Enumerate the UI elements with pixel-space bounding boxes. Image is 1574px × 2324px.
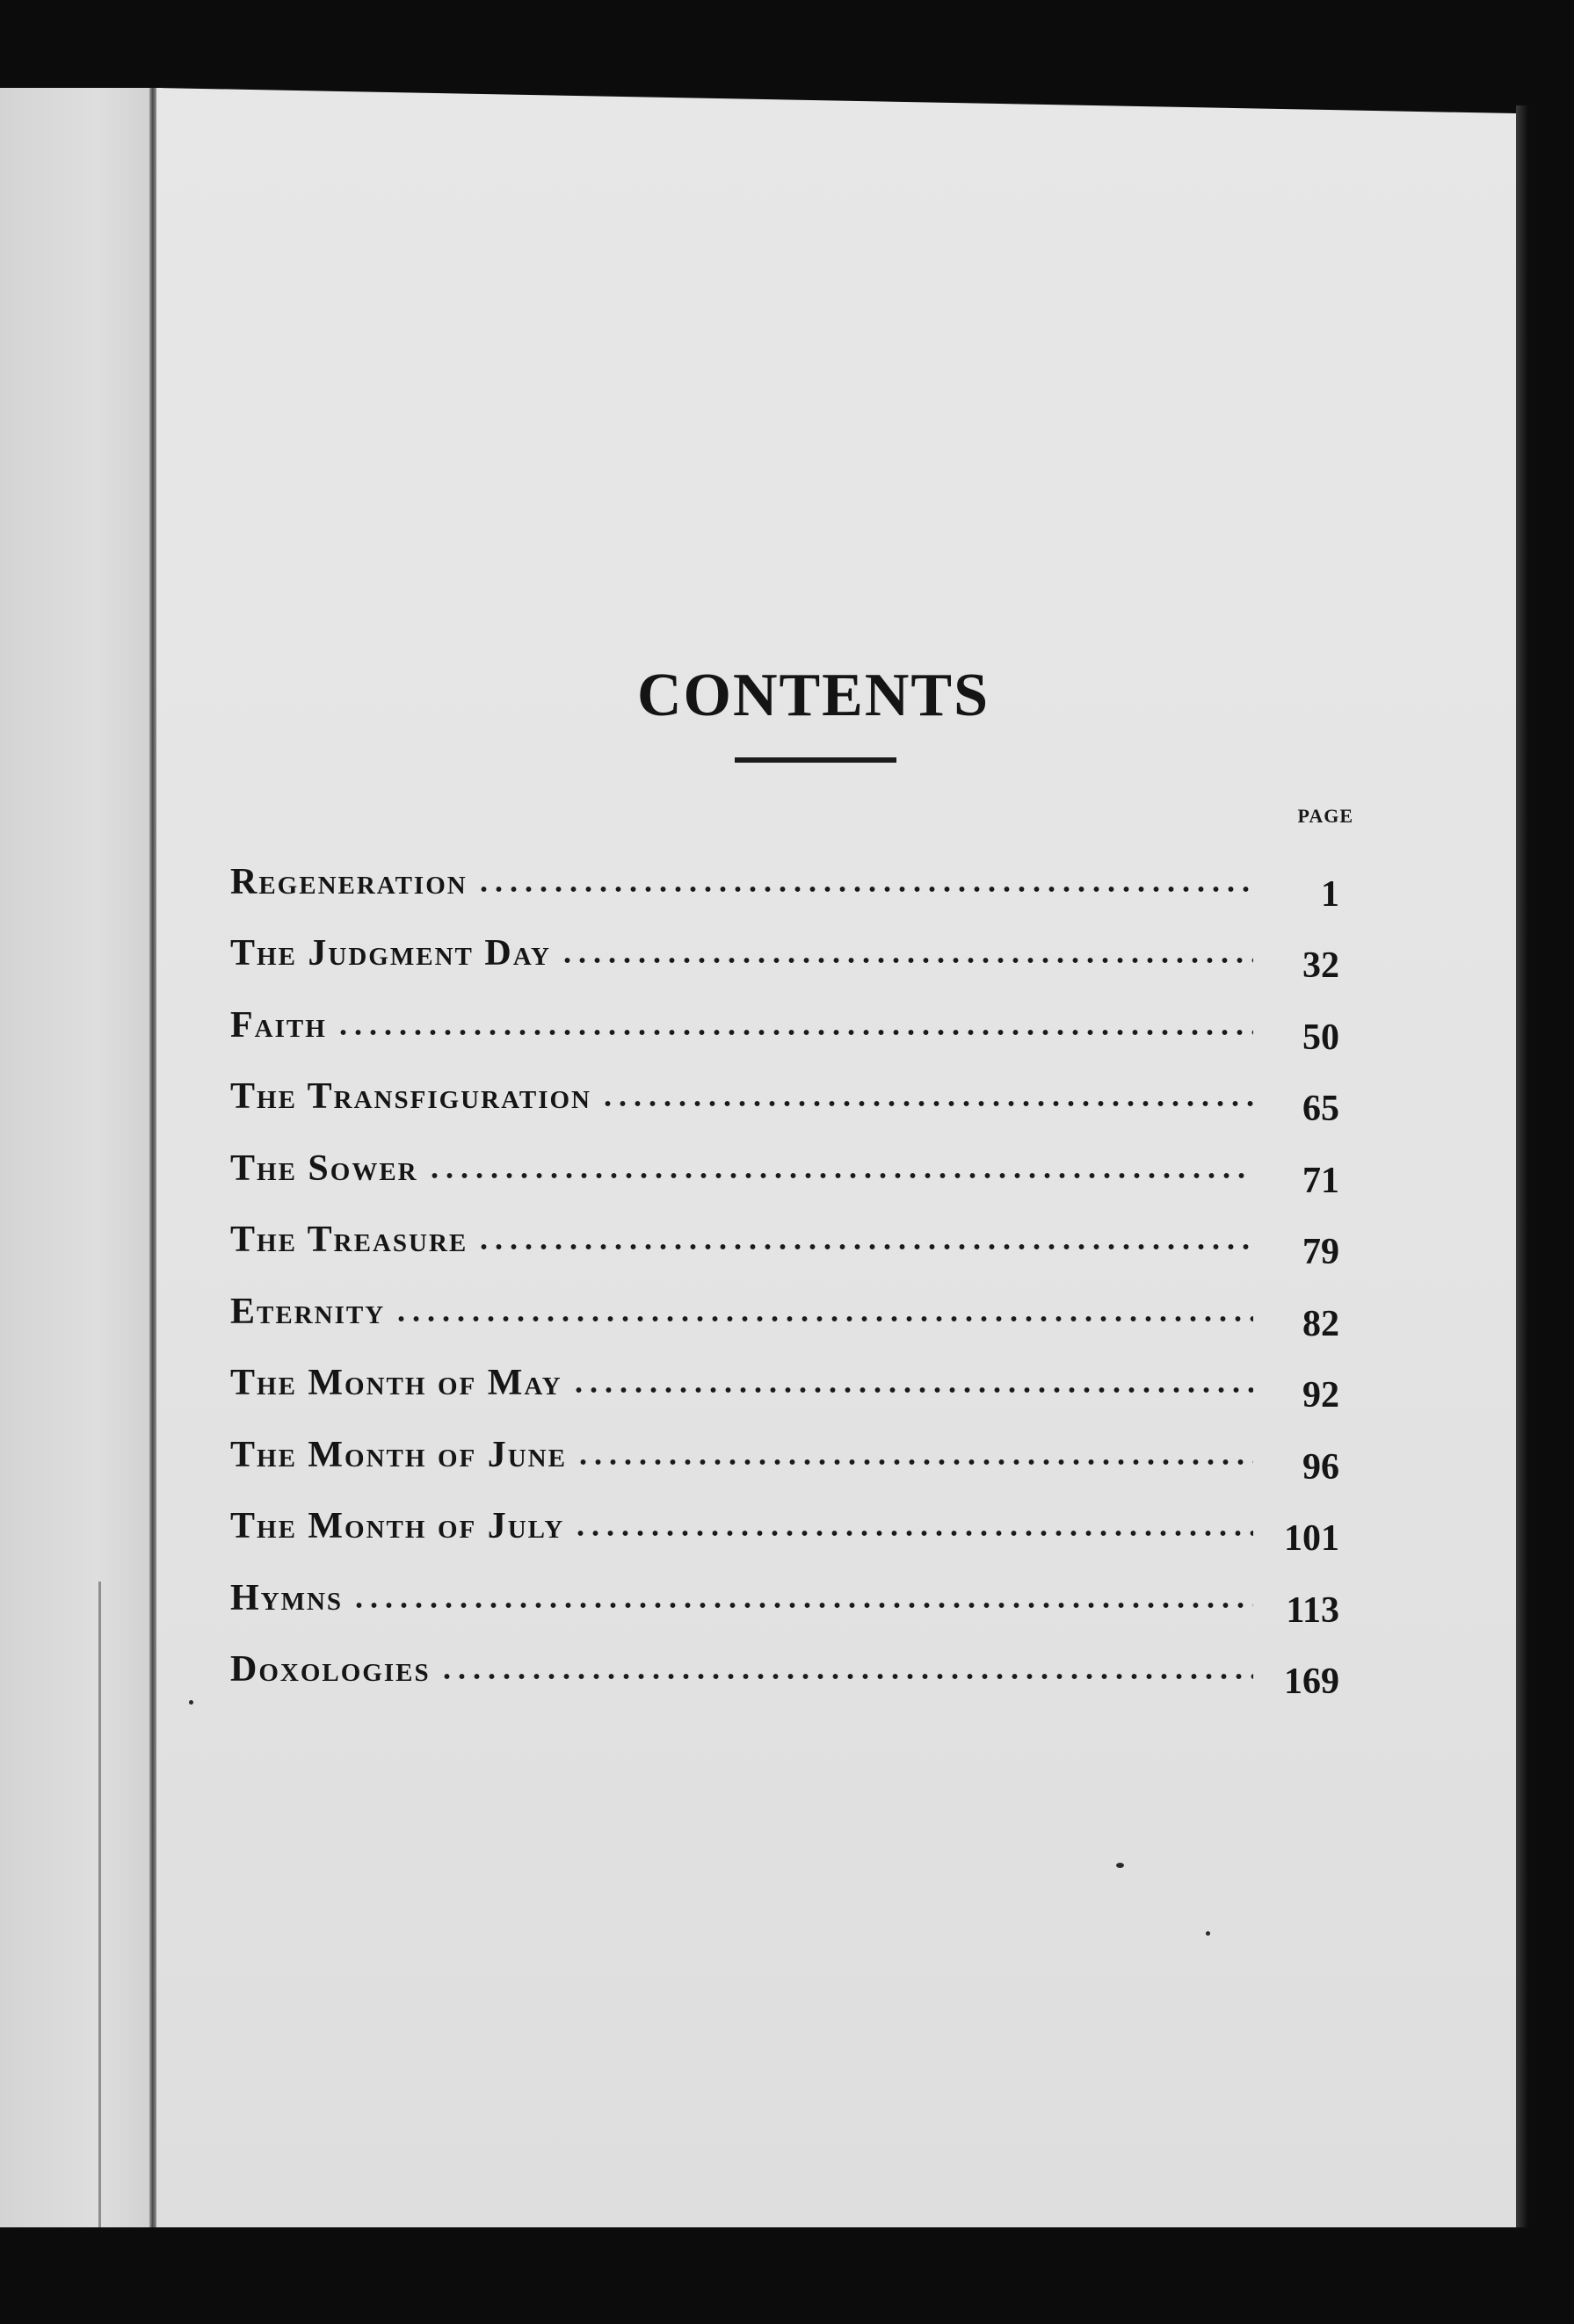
toc-entry-title: The Month of July bbox=[230, 1506, 565, 1546]
toc-entry-page: 32 bbox=[1302, 945, 1339, 986]
dot-leader bbox=[427, 1172, 1253, 1179]
ink-speck bbox=[1116, 1863, 1124, 1868]
page-title: CONTENTS bbox=[636, 661, 990, 729]
toc-entry-title: Faith bbox=[230, 1004, 327, 1046]
page-right-edge bbox=[1516, 105, 1528, 2241]
toc-entry-page: 79 bbox=[1302, 1232, 1339, 1272]
toc-entry-page: 92 bbox=[1302, 1375, 1339, 1415]
toc-entry-page: 1 bbox=[1321, 873, 1339, 915]
toc-entry-title: The Treasure bbox=[230, 1220, 468, 1260]
dot-leader bbox=[336, 1029, 1253, 1036]
toc-entry-title: Regeneration bbox=[230, 861, 468, 902]
toc-entry-title: The Month of June bbox=[230, 1434, 567, 1475]
toc-entry-doxologies[interactable] bbox=[230, 1619, 1339, 1702]
toc-entry-page: 96 bbox=[1302, 1446, 1339, 1488]
dot-leader bbox=[476, 1243, 1253, 1250]
dot-leader bbox=[576, 1459, 1253, 1466]
toc-entry-title: The Transfiguration bbox=[230, 1076, 591, 1117]
page-column-label: PAGE bbox=[1297, 805, 1353, 827]
toc-entry-month-of-july[interactable] bbox=[230, 1476, 1339, 1559]
toc-entry-page: 101 bbox=[1284, 1518, 1339, 1559]
toc-entry-title: The Judgment Day bbox=[230, 933, 551, 974]
toc-entry-hymns[interactable] bbox=[230, 1547, 1339, 1631]
left-page-edge bbox=[0, 88, 163, 2232]
toc-entry-month-of-may[interactable] bbox=[230, 1333, 1339, 1415]
gutter-fold-line bbox=[149, 88, 156, 2232]
scan-bottom-border bbox=[0, 2227, 1574, 2324]
toc-entry-title: Eternity bbox=[230, 1291, 386, 1332]
toc-entry-eternity[interactable] bbox=[230, 1261, 1339, 1344]
toc-entry-title: Doxologies bbox=[230, 1649, 431, 1690]
toc-entry-page: 50 bbox=[1302, 1017, 1339, 1058]
toc-entry-title: Hymns bbox=[230, 1577, 344, 1618]
dot-leader bbox=[439, 1673, 1253, 1680]
toc-entry-judgment-day[interactable] bbox=[230, 903, 1339, 986]
toc-entry-title: The Sower bbox=[230, 1148, 418, 1189]
ink-speck bbox=[189, 1700, 193, 1705]
title-rule bbox=[735, 757, 896, 763]
toc-entry-page: 65 bbox=[1302, 1089, 1339, 1129]
toc-entry-regeneration[interactable] bbox=[230, 831, 1339, 915]
toc-entry-page: 82 bbox=[1302, 1303, 1339, 1344]
toc-entry-sower[interactable] bbox=[230, 1118, 1339, 1201]
gutter-crease bbox=[98, 1582, 101, 2232]
toc-entry-faith[interactable] bbox=[230, 974, 1339, 1058]
toc-entry-title: The Month of May bbox=[230, 1363, 562, 1403]
dot-leader bbox=[571, 1386, 1253, 1394]
toc-entry-transfiguration[interactable] bbox=[230, 1046, 1339, 1129]
toc-entry-page: 113 bbox=[1286, 1589, 1339, 1631]
dot-leader bbox=[394, 1315, 1253, 1322]
table-of-contents bbox=[230, 831, 1339, 1702]
toc-entry-month-of-june[interactable] bbox=[230, 1404, 1339, 1488]
ink-speck bbox=[1206, 1931, 1210, 1936]
toc-entry-page: 71 bbox=[1302, 1160, 1339, 1201]
dot-leader bbox=[352, 1602, 1253, 1609]
toc-entry-page: 169 bbox=[1284, 1662, 1339, 1702]
dot-leader bbox=[476, 886, 1253, 893]
dot-leader bbox=[600, 1100, 1253, 1107]
dot-leader bbox=[560, 957, 1253, 964]
toc-entry-treasure[interactable] bbox=[230, 1190, 1339, 1272]
dot-leader bbox=[573, 1530, 1253, 1537]
